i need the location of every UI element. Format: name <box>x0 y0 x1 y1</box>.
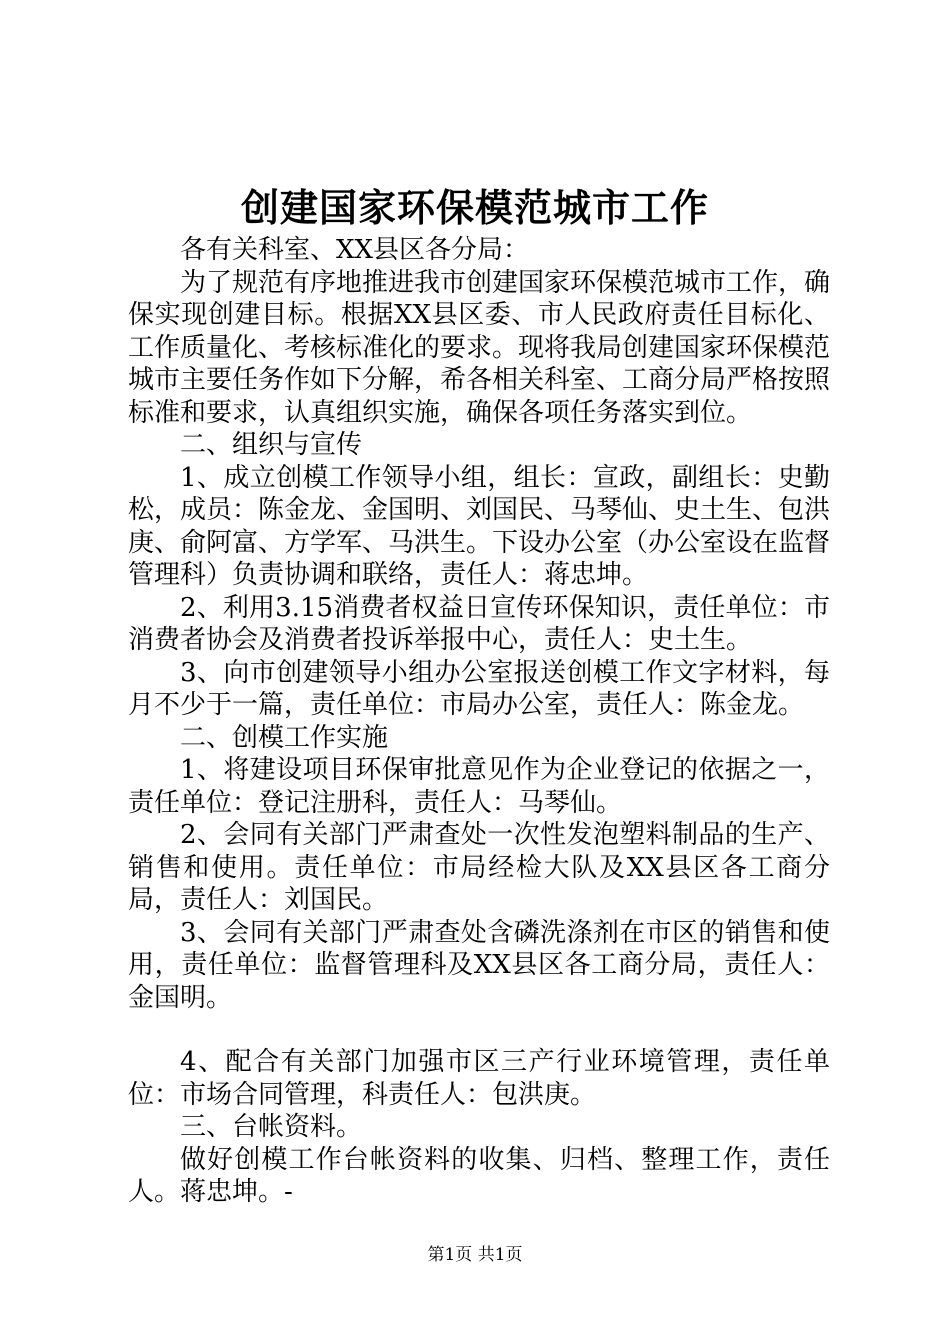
task-paragraph: 4、配合有关部门加强市区三产行业环境管理，责任单位：市场合同管理，科责任人：包洪庚。 <box>128 1047 830 1110</box>
intro-paragraph: 为了规范有序地推进我市创建国家环保模范城市工作，确保实现创建目标。根据XX县区委、市人民政府责任目标化、工作质量化、考核标准化的要求。现将我局创建国家环保模范城市主要任务作如下分解，希各相关科室、工商分局严格按照标准和要求，认真组织实施，确保各项任务落实到位。 <box>128 267 831 428</box>
page-footer: 第1页 共1页 <box>427 1245 523 1265</box>
task-paragraph: 1、将建设项目环保审批意见作为企业登记的依据之一，责任单位：登记注册科，责任人：马琴仙。 <box>128 755 830 818</box>
document-title: 创建国家环保模范城市工作 <box>240 185 709 230</box>
section-heading-records: 三、台帐资料。 <box>180 1112 363 1142</box>
task-paragraph: 2、会同有关部门严肃查处一次性发泡塑料制品的生产、销售和使用。责任单位：市局经检大队及XX县区各工商分局，责任人：刘国民。 <box>128 820 830 915</box>
section-heading-organization: 二、组织与宣传 <box>180 430 363 460</box>
task-paragraph: 1、成立创模工作领导小组，组长：宣政，副组长：史勤松，成员：陈金龙、金国明、刘国民、马琴仙、史土生、包洪庚、俞阿富、方学军、马洪生。下设办公室（办公室设在监督管理科）负责协调和联络，责任人：蒋忠坤。 <box>128 462 831 590</box>
task-paragraph: 3、向市创建领导小组办公室报送创模工作文字材料，每月不少于一篇，责任单位：市局办公室，责任人：陈金龙。 <box>128 657 830 720</box>
section-heading-implementation: 二、创模工作实施 <box>180 722 389 753</box>
task-paragraph: 3、会同有关部门严肃查处含磷洗涤剂在市区的销售和使用，责任单位：监督管理科及XX县区各工商分局，责任人：金国明。 <box>128 917 830 1013</box>
task-paragraph: 做好创模工作台帐资料的收集、归档、整理工作，责任人。蒋忠坤。- <box>128 1144 830 1207</box>
task-paragraph: 2、利用3.15消费者权益日宣传环保知识，责任单位：市消费者协会及消费者投诉举报中心，责任人：史土生。 <box>128 592 830 655</box>
document-body <box>128 234 830 1209</box>
salutation-paragraph: 各有关科室、XX县区各分局： <box>180 235 530 265</box>
